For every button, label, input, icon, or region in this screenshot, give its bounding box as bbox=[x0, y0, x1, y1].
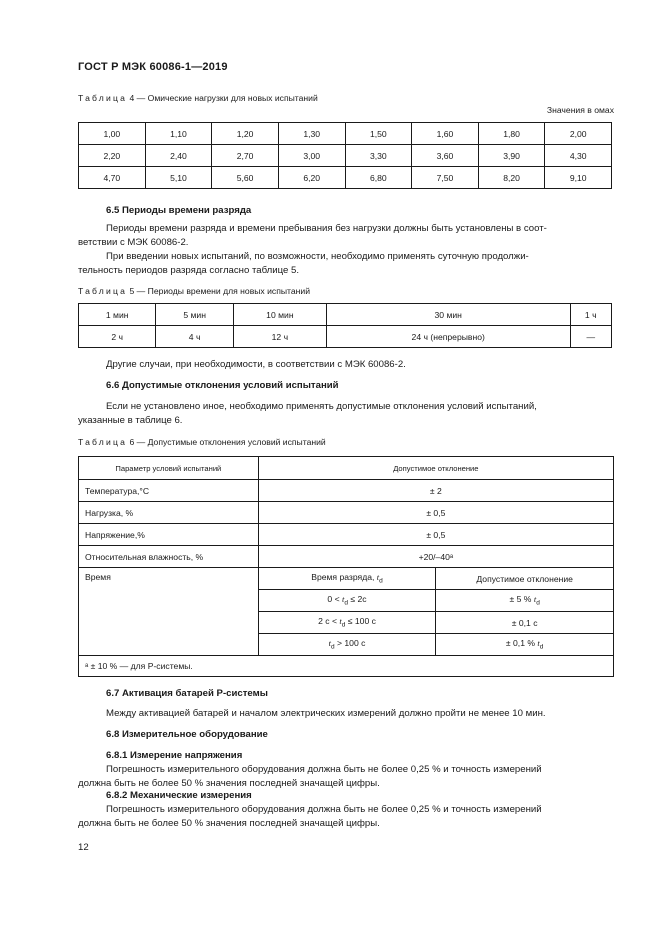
t1-post: ≤ 2с bbox=[348, 594, 367, 605]
table4 bbox=[78, 122, 612, 189]
t2-pre: 2 с < bbox=[318, 616, 340, 627]
table5-caption bbox=[78, 286, 310, 296]
table4-cell: 6,80 bbox=[345, 167, 412, 189]
table4-cell: 1,30 bbox=[278, 123, 345, 145]
table5-cell: 4 ч bbox=[156, 326, 233, 348]
caption-label: Таблица bbox=[78, 93, 128, 103]
table5 bbox=[78, 303, 612, 348]
table4-cell: 5,10 bbox=[145, 167, 212, 189]
row-load-value: ± 0,5 bbox=[258, 502, 613, 524]
table4-cell: 3,30 bbox=[345, 145, 412, 167]
time-head-tolerance: Допустимое отклонение bbox=[436, 568, 614, 590]
time-row1-tolerance bbox=[436, 590, 614, 612]
table4-cell: 4,30 bbox=[545, 145, 612, 167]
table5-row bbox=[79, 304, 612, 326]
section-6-6-title: 6.6 Допустимые отклонения условий испытаний bbox=[106, 380, 339, 391]
sub-d: d bbox=[539, 643, 544, 651]
var-t: t bbox=[533, 594, 537, 605]
table5-cell: 12 ч bbox=[233, 326, 326, 348]
t1-pre: 0 < bbox=[327, 594, 342, 605]
t2-post: ≤ 100 с bbox=[345, 616, 376, 627]
table4-cell: 5,60 bbox=[212, 167, 279, 189]
page-number: 12 bbox=[78, 842, 89, 853]
table4-cell: 1,00 bbox=[79, 123, 146, 145]
t1b-pre: ± 5 % bbox=[509, 594, 534, 605]
caption-text: 5 — Периоды времени для новых испытаний bbox=[127, 286, 311, 296]
s67-paragraph: Между активацией батарей и началом электрических измерений должно пройти не менее 10 мин. bbox=[106, 708, 546, 719]
var-t: t bbox=[328, 638, 331, 649]
s66-paragraph-cont: указанные в таблице 6. bbox=[78, 415, 183, 426]
table4-cell: 2,00 bbox=[545, 123, 612, 145]
table4-cell: 1,20 bbox=[212, 123, 279, 145]
table4-cell: 8,20 bbox=[478, 167, 545, 189]
table4-row bbox=[79, 123, 612, 145]
s682-paragraph-cont: должна быть не более 50 % значения последней значащей цифры. bbox=[78, 818, 380, 829]
table4-cell: 2,20 bbox=[79, 145, 146, 167]
var-t: t bbox=[339, 616, 342, 627]
row-voltage-label: Напряжение,% bbox=[79, 524, 259, 546]
table4-cell: 9,10 bbox=[545, 167, 612, 189]
sub-d: d bbox=[330, 643, 335, 651]
table4-cell: 3,00 bbox=[278, 145, 345, 167]
var-t: t bbox=[342, 594, 345, 605]
t3b-pre: ± 0,1 % bbox=[505, 638, 538, 649]
table6-caption bbox=[78, 437, 326, 447]
row-load-label: Нагрузка, % bbox=[79, 502, 259, 524]
caption-label: Таблица bbox=[78, 437, 128, 447]
caption-text: 6 — Допустимые отклонения условий испытаний bbox=[127, 437, 326, 447]
sub-d: d bbox=[344, 599, 349, 607]
var-t: t bbox=[537, 638, 540, 649]
time-row2-tolerance: ± 0,1 с bbox=[436, 612, 614, 634]
table5-cell: 1 ч bbox=[570, 304, 612, 326]
sub-d: d bbox=[536, 599, 540, 607]
section-6-5-title: 6.5 Периоды времени разряда bbox=[106, 205, 252, 216]
caption-text: 4 — Омические нагрузки для новых испытаний bbox=[127, 93, 318, 103]
sub-d: d bbox=[341, 621, 346, 629]
s66-paragraph: Если не установлено иное, необходимо применять допустимые отклонения условий испытаний, bbox=[106, 401, 537, 412]
table4-cell: 1,60 bbox=[412, 123, 479, 145]
table5-cell: 5 мин bbox=[156, 304, 233, 326]
s65-paragraph-2: При введении новых испытаний, по возможности, необходимо применять суточную продолжи- bbox=[106, 251, 529, 262]
time-head-duration bbox=[258, 568, 436, 590]
section-6-8-1-title: 6.8.1 Измерение напряжения bbox=[106, 750, 243, 761]
table4-cell: 3,90 bbox=[478, 145, 545, 167]
table5-cell: 2 ч bbox=[79, 326, 156, 348]
section-6-7-title: 6.7 Активация батарей Р-системы bbox=[106, 688, 268, 699]
row-temperature-value: ± 2 bbox=[258, 480, 613, 502]
table4-cell: 2,40 bbox=[145, 145, 212, 167]
table4-cell: 3,60 bbox=[412, 145, 479, 167]
table6-head-tolerance: Допустимое отклонение bbox=[258, 457, 613, 480]
table4-cell: 1,10 bbox=[145, 123, 212, 145]
section-6-8-2-title: 6.8.2 Механические измерения bbox=[106, 790, 252, 801]
t3-post: > 100 с bbox=[334, 638, 366, 649]
s682-paragraph: Погрешность измерительного оборудования должна быть не более 0,25 % и точность измерений bbox=[106, 804, 542, 815]
s65-paragraph-2-cont: тельность периодов разряда согласно таблице 5. bbox=[78, 265, 300, 276]
s65-paragraph-1-cont: ветствии с МЭК 60086-2. bbox=[78, 237, 189, 248]
table4-cell: 4,70 bbox=[79, 167, 146, 189]
table4-row bbox=[79, 145, 612, 167]
s681-paragraph-cont: должна быть не более 50 % значения последней значащей цифры. bbox=[78, 778, 380, 789]
table6-footnote: ᵃ ± 10 % — для Р-системы. bbox=[79, 656, 614, 677]
document-header: ГОСТ Р МЭК 60086-1—2019 bbox=[78, 61, 228, 73]
table4-cell: 1,50 bbox=[345, 123, 412, 145]
table5-cell: 10 мин bbox=[233, 304, 326, 326]
table4-row bbox=[79, 167, 612, 189]
table6 bbox=[78, 456, 614, 677]
table4-cell: 2,70 bbox=[212, 145, 279, 167]
table5-cell: 1 мин bbox=[79, 304, 156, 326]
time-row3-tolerance bbox=[436, 634, 614, 656]
row-humidity-label: Относительная влажность, % bbox=[79, 546, 259, 568]
time-head-duration-text: Время разряда, bbox=[311, 572, 377, 583]
other-cases-text: Другие случаи, при необходимости, в соответствии с МЭК 60086-2. bbox=[106, 359, 406, 370]
table5-cell: 30 мин bbox=[326, 304, 570, 326]
table4-units: Значения в омах bbox=[546, 105, 614, 115]
table4-caption bbox=[78, 93, 318, 103]
table5-cell: 24 ч (непрерывно) bbox=[326, 326, 570, 348]
s681-paragraph: Погрешность измерительного оборудования должна быть не более 0,25 % и точность измерений bbox=[106, 764, 542, 775]
table5-cell: — bbox=[570, 326, 612, 348]
table5-row bbox=[79, 326, 612, 348]
time-row3-range bbox=[258, 634, 436, 656]
row-time-label: Время bbox=[79, 568, 259, 656]
caption-label: Таблица bbox=[78, 286, 128, 296]
sub-d: d bbox=[379, 577, 383, 585]
row-voltage-value: ± 0,5 bbox=[258, 524, 613, 546]
time-row1-range bbox=[258, 590, 436, 612]
table4-cell: 1,80 bbox=[478, 123, 545, 145]
table6-head-param: Параметр условий испытаний bbox=[79, 457, 259, 480]
var-t: t bbox=[376, 572, 380, 583]
row-humidity-value: +20/–40ᵃ bbox=[258, 546, 613, 568]
table4-cell: 6,20 bbox=[278, 167, 345, 189]
table4-cell: 7,50 bbox=[412, 167, 479, 189]
section-6-8-title: 6.8 Измерительное оборудование bbox=[106, 729, 268, 740]
row-temperature-label: Температура,°С bbox=[79, 480, 259, 502]
s65-paragraph-1: Периоды времени разряда и времени пребывания без нагрузки должны быть установлены в соот- bbox=[106, 223, 547, 234]
time-row2-range bbox=[258, 612, 436, 634]
